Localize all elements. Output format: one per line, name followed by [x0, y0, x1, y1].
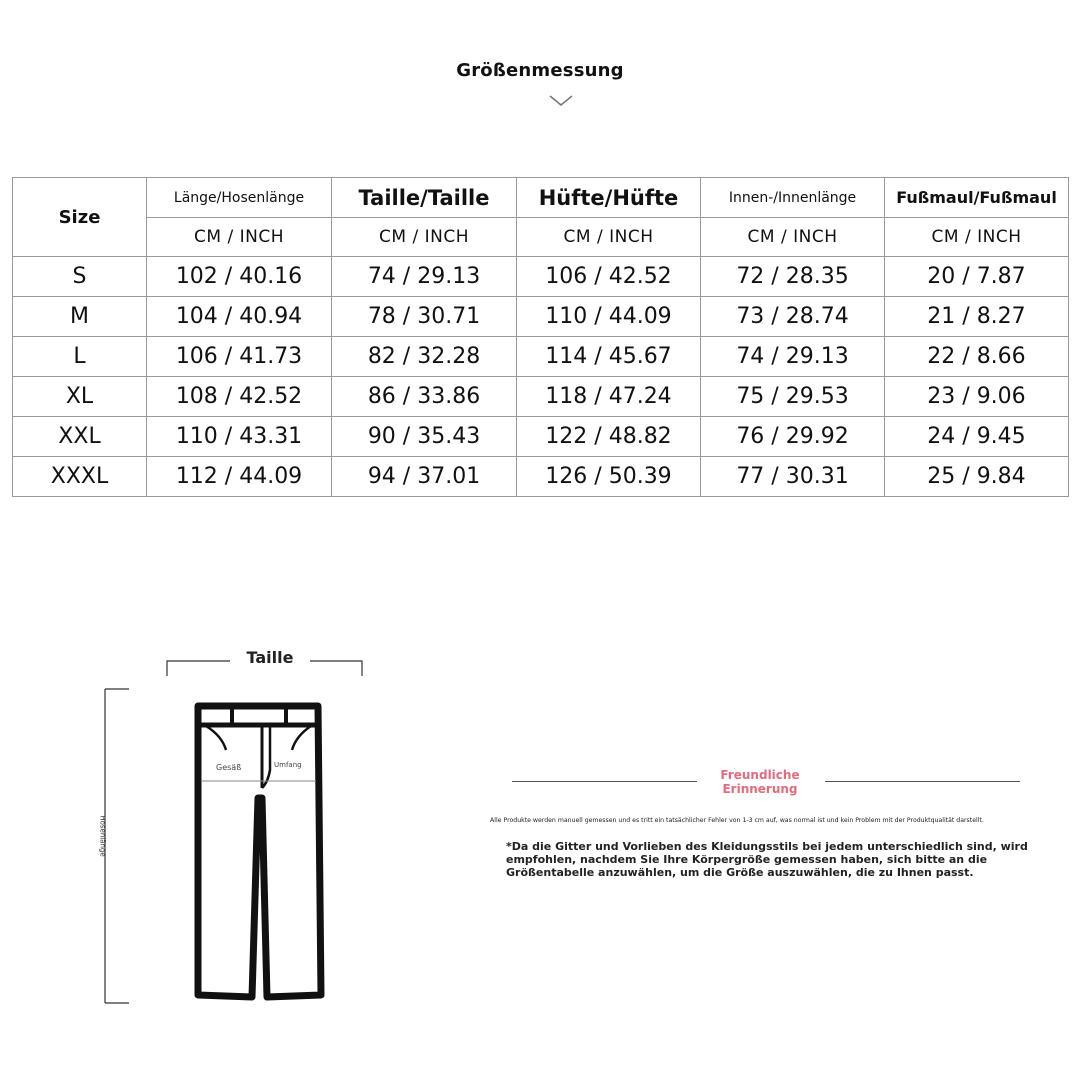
page-title: Größenmessung: [456, 60, 624, 81]
table-row: [13, 457, 1069, 497]
unit-label: CM / INCH: [885, 218, 1069, 257]
value-cell: 23 / 9.06: [885, 377, 1069, 417]
length-label: Hosenlänge: [98, 815, 107, 857]
value-cell: 94 / 37.01: [332, 457, 517, 497]
divider-right: [825, 781, 1020, 782]
chevron-down-icon: [549, 95, 573, 107]
hip-label: Gesäß: [216, 763, 242, 772]
value-cell: 20 / 7.87: [885, 257, 1069, 297]
value-cell: 82 / 32.28: [332, 337, 517, 377]
value-cell: 104 / 40.94: [147, 297, 332, 337]
reminder-title: [700, 768, 820, 796]
value-cell: 73 / 28.74: [701, 297, 885, 337]
value-cell: 25 / 9.84: [885, 457, 1069, 497]
value-cell: 110 / 44.09: [517, 297, 701, 337]
measurement-note: Alle Produkte werden manuell gemessen und es tritt ein tatsächlicher Fehler von 1-3 cm auf, was normal ist und kein Problem mit der Produktqualität darstellt.: [490, 817, 984, 824]
reminder-title-line2: Erinnerung: [722, 782, 798, 796]
size-cell: S: [13, 257, 147, 297]
value-cell: 102 / 40.16: [147, 257, 332, 297]
value-cell: 22 / 8.66: [885, 337, 1069, 377]
value-cell: 86 / 33.86: [332, 377, 517, 417]
value-cell: 74 / 29.13: [332, 257, 517, 297]
divider-left: [512, 781, 697, 782]
hip-circumference-label: Umfang: [274, 761, 302, 769]
value-cell: 110 / 43.31: [147, 417, 332, 457]
size-advice-note: *Da die Gitter und Vorlieben des Kleidungsstils bei jedem unterschiedlich sind, wird empfohlen, nachdem Sie Ihre Körpergröße gemessen haben, sich bitte an die Größentabelle anzuwählen, um die Größe auszuwählen, die zu Ihnen passt.: [506, 840, 1028, 879]
value-cell: 126 / 50.39: [517, 457, 701, 497]
value-cell: 108 / 42.52: [147, 377, 332, 417]
table-row: [13, 417, 1069, 457]
waist-label: Taille: [230, 648, 310, 667]
size-table: [12, 177, 1069, 497]
value-cell: 122 / 48.82: [517, 417, 701, 457]
size-cell: M: [13, 297, 147, 337]
table-row: [13, 337, 1069, 377]
value-cell: 77 / 30.31: [701, 457, 885, 497]
size-cell: XXL: [13, 417, 147, 457]
value-cell: 74 / 29.13: [701, 337, 885, 377]
value-cell: 72 / 28.35: [701, 257, 885, 297]
size-cell: L: [13, 337, 147, 377]
reminder-title-line1: Freundliche: [720, 768, 800, 782]
unit-label: CM / INCH: [332, 218, 517, 257]
table-row: [13, 257, 1069, 297]
value-cell: 21 / 8.27: [885, 297, 1069, 337]
size-header: Size: [13, 178, 147, 257]
value-cell: 118 / 47.24: [517, 377, 701, 417]
col-header-inseam: Innen-/Innenlänge: [701, 178, 885, 218]
size-cell: XXXL: [13, 457, 147, 497]
value-cell: 76 / 29.92: [701, 417, 885, 457]
unit-label: CM / INCH: [147, 218, 332, 257]
value-cell: 106 / 42.52: [517, 257, 701, 297]
unit-label: CM / INCH: [701, 218, 885, 257]
table-row: [13, 297, 1069, 337]
value-cell: 78 / 30.71: [332, 297, 517, 337]
value-cell: 112 / 44.09: [147, 457, 332, 497]
table-row: [13, 377, 1069, 417]
value-cell: 75 / 29.53: [701, 377, 885, 417]
col-header-waist: Taille/Taille: [332, 178, 517, 218]
size-cell: XL: [13, 377, 147, 417]
value-cell: 114 / 45.67: [517, 337, 701, 377]
unit-label: CM / INCH: [517, 218, 701, 257]
value-cell: 90 / 35.43: [332, 417, 517, 457]
col-header-leg-opening: Fußmaul/Fußmaul: [885, 178, 1069, 218]
value-cell: 24 / 9.45: [885, 417, 1069, 457]
col-header-length: Länge/Hosenlänge: [147, 178, 332, 218]
col-header-hip: Hüfte/Hüfte: [517, 178, 701, 218]
value-cell: 106 / 41.73: [147, 337, 332, 377]
trousers-diagram: [0, 600, 480, 1040]
